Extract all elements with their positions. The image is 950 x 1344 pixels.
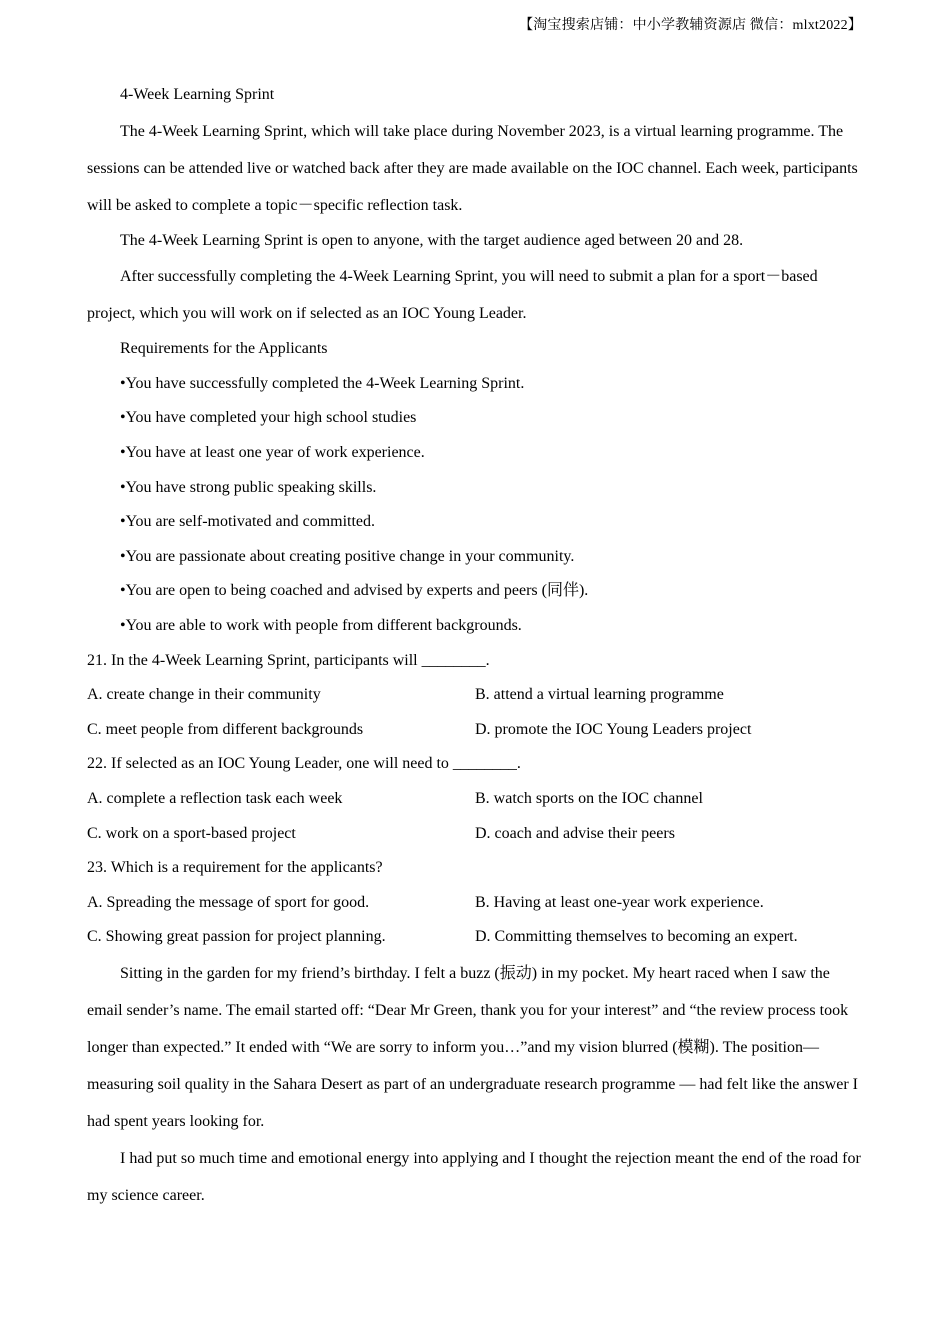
document-body bbox=[87, 78, 865, 1214]
paragraph: Sitting in the garden for my friend’s birthday. I felt a buzz (振动) in my pocket. My heart raced when I saw the email sender’s name. The email started off: “Dear Mr Green, thank you for your interest” and “the review process took longer than expected.” It ended with “We are sorry to inform you…”and my vision blurred (模糊). The position—measuring soil quality in the Sahara Desert as part of an undergraduate research programme — had felt like the answer I had spent years looking for. bbox=[87, 964, 858, 1130]
question-stem: 21. In the 4-Week Learning Sprint, participants will ________. bbox=[87, 651, 490, 669]
passage-title: 4-Week Learning Sprint bbox=[120, 86, 275, 103]
option-b: B. watch sports on the IOC channel bbox=[475, 789, 703, 807]
options-row bbox=[87, 920, 865, 955]
option-c: C. Showing great passion for project planning. bbox=[87, 928, 386, 946]
option-d: D. coach and advise their peers bbox=[475, 824, 675, 842]
list-item: •You are passionate about creating positive change in your community. bbox=[120, 547, 575, 565]
list-item: •You are open to being coached and advised by experts and peers (同伴). bbox=[120, 582, 589, 600]
options-row bbox=[87, 886, 865, 921]
options-row bbox=[87, 782, 865, 817]
option-a: A. complete a reflection task each week bbox=[87, 789, 343, 807]
question-stem: 23. Which is a requirement for the applicants? bbox=[87, 859, 383, 877]
list-item: •You are self-motivated and committed. bbox=[120, 513, 376, 531]
question-stem: 22. If selected as an IOC Young Leader, one will need to ________. bbox=[87, 755, 521, 773]
option-d: D. promote the IOC Young Leaders project bbox=[475, 720, 752, 738]
options-row bbox=[87, 678, 865, 713]
list-item: •You have successfully completed the 4-Week Learning Sprint. bbox=[120, 374, 525, 392]
passage-b bbox=[87, 955, 865, 1214]
passage-a bbox=[87, 78, 865, 644]
page-header: 【淘宝搜索店铺：中小学教辅资源店 微信：mlxt2022】 bbox=[519, 18, 862, 33]
question-23 bbox=[87, 851, 865, 955]
question-21 bbox=[87, 644, 865, 748]
paragraph: I had put so much time and emotional energy into applying and I thought the rejection meant the end of the road for my science career. bbox=[87, 1149, 861, 1204]
list-item: •You have at least one year of work experience. bbox=[120, 443, 425, 461]
requirements-heading: Requirements for the Applicants bbox=[120, 340, 328, 358]
option-b: B. Having at least one-year work experience. bbox=[475, 893, 764, 911]
list-item: •You are able to work with people from different backgrounds. bbox=[120, 616, 522, 634]
option-b: B. attend a virtual learning programme bbox=[475, 686, 724, 704]
option-a: A. Spreading the message of sport for good. bbox=[87, 893, 370, 911]
requirements-list bbox=[87, 367, 865, 644]
paragraph: The 4-Week Learning Sprint is open to anyone, with the target audience aged between 20 and 28. bbox=[120, 231, 744, 249]
option-d: D. Committing themselves to becoming an expert. bbox=[475, 928, 798, 946]
paragraph: After successfully completing the 4-Week Learning Sprint, you will need to submit a plan for a sport－based project, which you will work on if selected as an IOC Young Leader. bbox=[87, 268, 818, 323]
options-row bbox=[87, 713, 865, 748]
list-item: •You have completed your high school studies bbox=[120, 409, 417, 427]
option-a: A. create change in their community bbox=[87, 686, 321, 704]
option-c: C. work on a sport-based project bbox=[87, 824, 296, 842]
options-row bbox=[87, 817, 865, 852]
option-c: C. meet people from different backgrounds bbox=[87, 720, 364, 738]
question-22 bbox=[87, 747, 865, 851]
paragraph: The 4-Week Learning Sprint, which will take place during November 2023, is a virtual learning programme. The sessions can be attended live or watched back after they are made available on the IOC channel. Each week, participants will be asked to complete a topic－specific reflection task. bbox=[87, 122, 858, 214]
list-item: •You have strong public speaking skills. bbox=[120, 478, 377, 496]
